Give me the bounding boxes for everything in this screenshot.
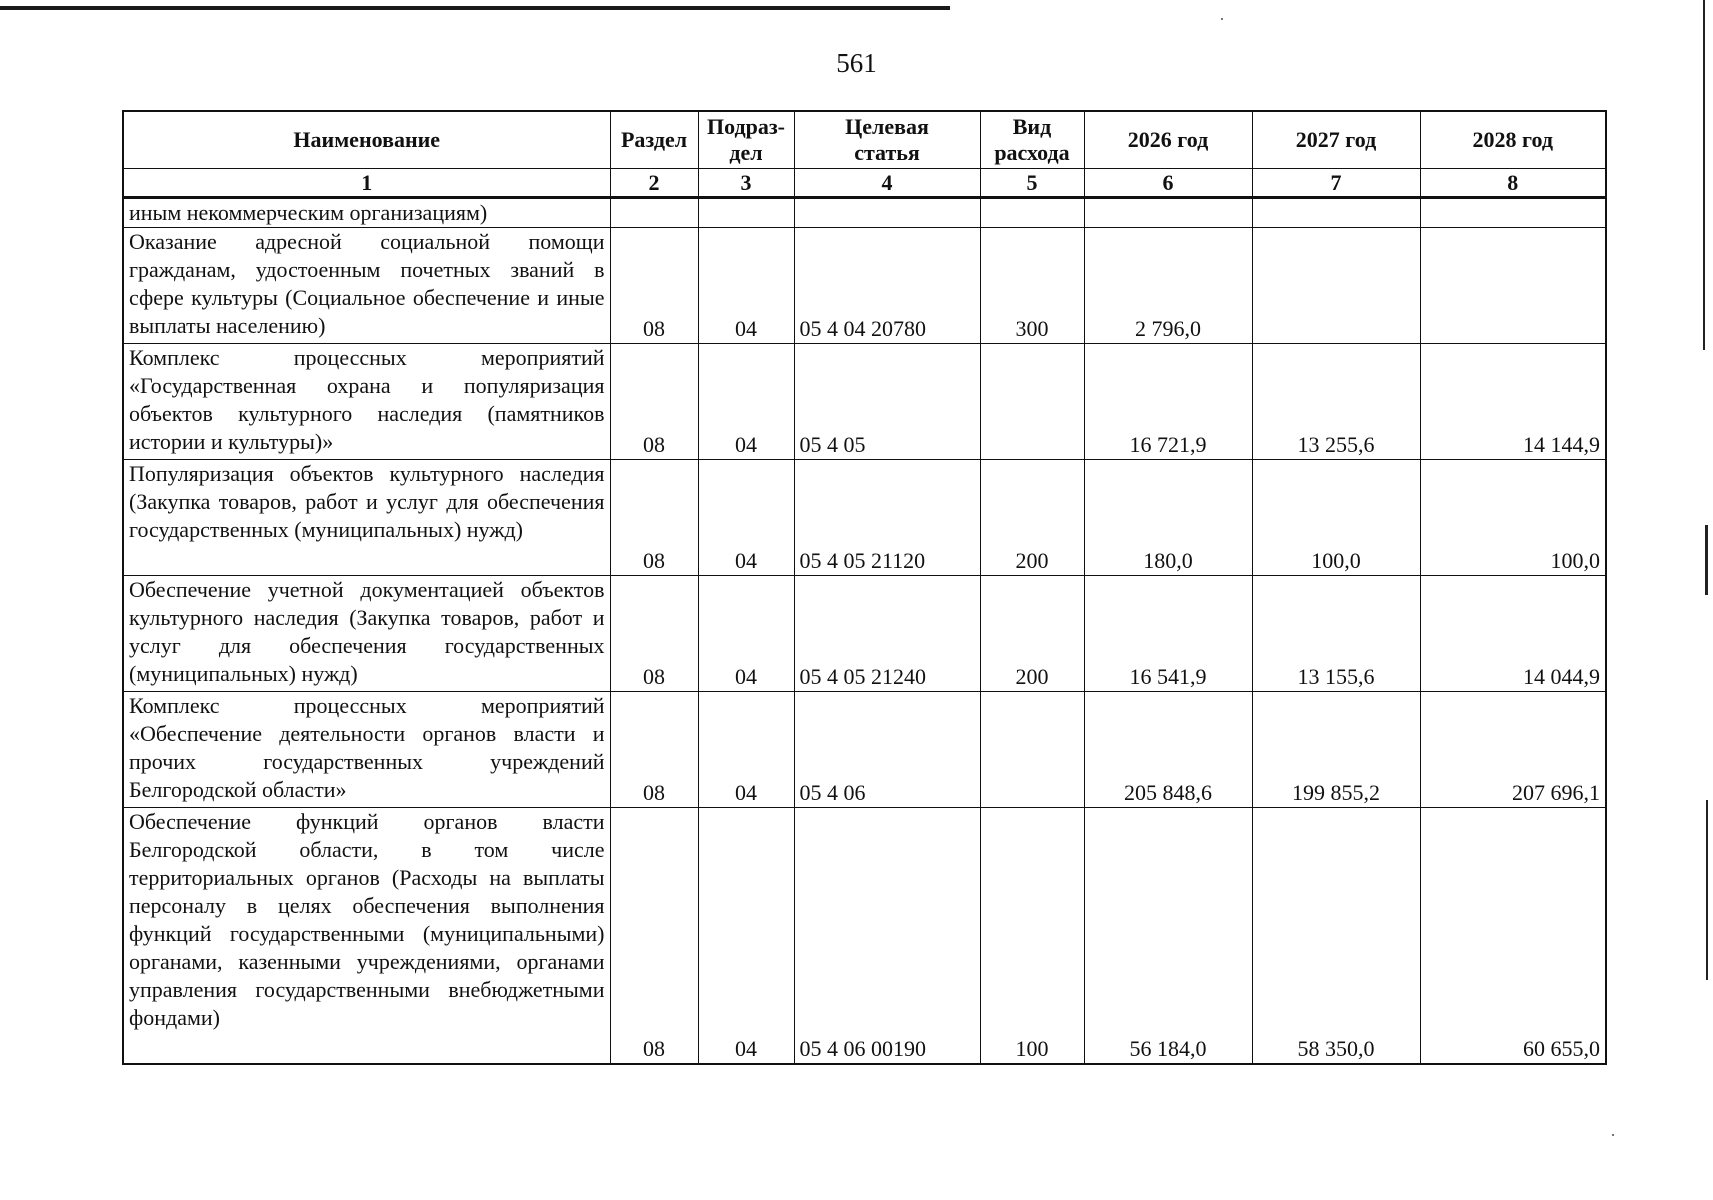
row-razdel: 08 bbox=[610, 808, 698, 1064]
row-2026: 16 721,9 bbox=[1084, 344, 1252, 460]
row-name: Комплекс процессных мероприятий «Обеспечение деятельности органов власти и прочих государственных учреждений Белгородской области» bbox=[123, 692, 610, 808]
header-podrazdel-line2: дел bbox=[729, 140, 763, 165]
header-row bbox=[123, 111, 1606, 169]
row-vid-raskhoda: 300 bbox=[980, 228, 1084, 344]
table-row bbox=[123, 344, 1606, 460]
column-number: 6 bbox=[1084, 169, 1252, 198]
row-2027 bbox=[1252, 198, 1420, 228]
column-number: 4 bbox=[794, 169, 980, 198]
row-2027: 199 855,2 bbox=[1252, 692, 1420, 808]
column-number: 7 bbox=[1252, 169, 1420, 198]
row-razdel: 08 bbox=[610, 692, 698, 808]
row-2027: 58 350,0 bbox=[1252, 808, 1420, 1064]
column-number: 1 bbox=[123, 169, 610, 198]
header-vid-line2: расхода bbox=[994, 140, 1070, 165]
row-name: Обеспечение функций органов власти Белгородской области, в том числе территориальных органов (Расходы на выплаты персоналу в целях обеспечения выполнения функций государственными (муниципальными) органами, казенными учреждениями, органами управления государственными внебюджетными фондами) bbox=[123, 808, 610, 1064]
row-2026: 205 848,6 bbox=[1084, 692, 1252, 808]
header-2026: 2026 год bbox=[1084, 111, 1252, 169]
row-tselevaya-statya: 05 4 04 20780 bbox=[794, 228, 980, 344]
row-2028 bbox=[1420, 228, 1606, 344]
row-vid-raskhoda: 100 bbox=[980, 808, 1084, 1064]
header-name: Наименование bbox=[123, 111, 610, 169]
table-row bbox=[123, 692, 1606, 808]
row-vid-raskhoda: 200 bbox=[980, 576, 1084, 692]
header-tselevaya-line2: статья bbox=[854, 140, 920, 165]
row-vid-raskhoda bbox=[980, 692, 1084, 808]
column-number: 8 bbox=[1420, 169, 1606, 198]
header-tselevaya-line1: Целевая bbox=[845, 114, 929, 139]
row-2027: 100,0 bbox=[1252, 460, 1420, 576]
row-2026: 16 541,9 bbox=[1084, 576, 1252, 692]
row-tselevaya-statya bbox=[794, 198, 980, 228]
top-scan-rule bbox=[0, 6, 950, 10]
row-podrazdel: 04 bbox=[698, 460, 794, 576]
row-tselevaya-statya: 05 4 05 21240 bbox=[794, 576, 980, 692]
margin-mark bbox=[1705, 525, 1708, 595]
row-podrazdel: 04 bbox=[698, 808, 794, 1064]
header-razdel: Раздел bbox=[610, 111, 698, 169]
row-razdel: 08 bbox=[610, 460, 698, 576]
row-podrazdel: 04 bbox=[698, 228, 794, 344]
row-2026: 2 796,0 bbox=[1084, 228, 1252, 344]
row-2028: 14 144,9 bbox=[1420, 344, 1606, 460]
row-2026: 56 184,0 bbox=[1084, 808, 1252, 1064]
row-2028: 14 044,9 bbox=[1420, 576, 1606, 692]
margin-mark bbox=[1706, 800, 1708, 980]
row-podrazdel bbox=[698, 198, 794, 228]
column-number-row bbox=[123, 169, 1606, 198]
column-number: 2 bbox=[610, 169, 698, 198]
table-row bbox=[123, 576, 1606, 692]
row-vid-raskhoda: 200 bbox=[980, 460, 1084, 576]
header-tselevaya-statya bbox=[794, 111, 980, 169]
row-razdel bbox=[610, 198, 698, 228]
column-number: 5 bbox=[980, 169, 1084, 198]
row-tselevaya-statya: 05 4 05 bbox=[794, 344, 980, 460]
row-razdel: 08 bbox=[610, 344, 698, 460]
row-name: Обеспечение учетной документацией объектов культурного наследия (Закупка товаров, работ и услуг для обеспечения государственных (муниципальных) нужд) bbox=[123, 576, 610, 692]
row-name: иным некоммерческим организациям) bbox=[123, 198, 610, 228]
row-2028: 60 655,0 bbox=[1420, 808, 1606, 1064]
row-tselevaya-statya: 05 4 06 bbox=[794, 692, 980, 808]
header-2028: 2028 год bbox=[1420, 111, 1606, 169]
scan-speck bbox=[1221, 18, 1223, 20]
page-number: 561 bbox=[836, 48, 877, 78]
scan-speck bbox=[1612, 1134, 1614, 1136]
header-vid-raskhoda bbox=[980, 111, 1084, 169]
header-podrazdel bbox=[698, 111, 794, 169]
row-vid-raskhoda bbox=[980, 344, 1084, 460]
row-2027: 13 155,6 bbox=[1252, 576, 1420, 692]
row-2026 bbox=[1084, 198, 1252, 228]
row-podrazdel: 04 bbox=[698, 344, 794, 460]
header-vid-line1: Вид bbox=[1012, 114, 1052, 139]
table-row bbox=[123, 198, 1606, 228]
row-name: Популяризация объектов культурного наследия (Закупка товаров, работ и услуг для обеспечения государственных (муниципальных) нужд) bbox=[123, 460, 610, 576]
row-2027: 13 255,6 bbox=[1252, 344, 1420, 460]
row-name: Комплекс процессных мероприятий «Государственная охрана и популяризация объектов культурного наследия (памятников истории и культуры)» bbox=[123, 344, 610, 460]
row-tselevaya-statya: 05 4 06 00190 bbox=[794, 808, 980, 1064]
table-row bbox=[123, 460, 1606, 576]
row-razdel: 08 bbox=[610, 576, 698, 692]
row-razdel: 08 bbox=[610, 228, 698, 344]
row-name: Оказание адресной социальной помощи гражданам, удостоенным почетных званий в сфере культуры (Социальное обеспечение и иные выплаты населению) bbox=[123, 228, 610, 344]
header-podrazdel-line1: Подраз- bbox=[706, 114, 785, 139]
row-2026: 180,0 bbox=[1084, 460, 1252, 576]
row-2028: 207 696,1 bbox=[1420, 692, 1606, 808]
row-tselevaya-statya: 05 4 05 21120 bbox=[794, 460, 980, 576]
budget-table bbox=[122, 110, 1607, 1065]
row-2028 bbox=[1420, 198, 1606, 228]
table-row bbox=[123, 808, 1606, 1064]
row-2027 bbox=[1252, 228, 1420, 344]
header-2027: 2027 год bbox=[1252, 111, 1420, 169]
row-vid-raskhoda bbox=[980, 198, 1084, 228]
row-podrazdel: 04 bbox=[698, 576, 794, 692]
table-row bbox=[123, 228, 1606, 344]
margin-mark bbox=[1703, 0, 1705, 350]
row-2028: 100,0 bbox=[1420, 460, 1606, 576]
row-podrazdel: 04 bbox=[698, 692, 794, 808]
column-number: 3 bbox=[698, 169, 794, 198]
